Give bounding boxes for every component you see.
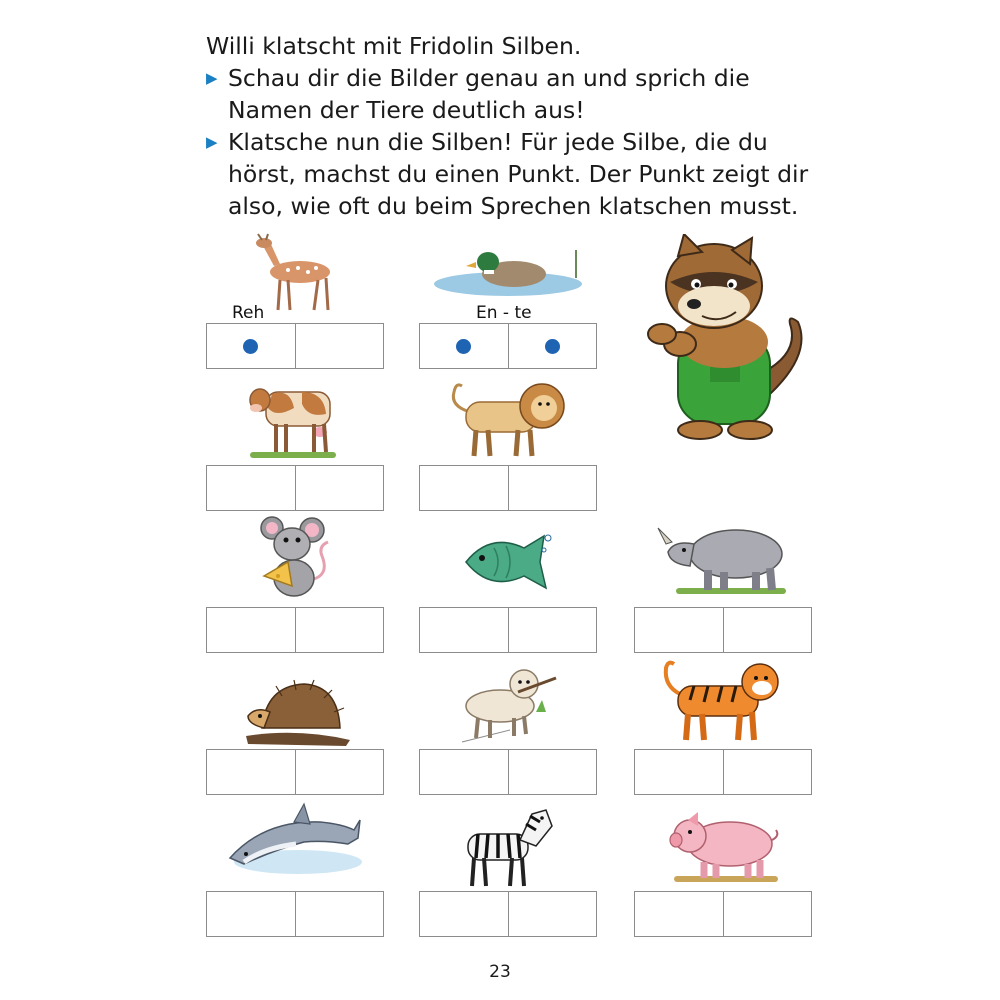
syllable-box[interactable]	[723, 608, 812, 652]
syllable-box[interactable]	[207, 466, 295, 510]
syllable-box[interactable]	[635, 608, 723, 652]
syllable-box[interactable]	[207, 892, 295, 936]
syllable-box[interactable]	[508, 466, 597, 510]
example-label-ente: En - te	[476, 303, 532, 323]
bullet-arrow-icon: ▶	[206, 69, 218, 87]
deer-icon	[248, 230, 340, 314]
mouse-icon	[258, 516, 334, 600]
fish-icon	[460, 528, 554, 594]
syllable-box[interactable]	[420, 466, 508, 510]
syllable-box[interactable]	[420, 324, 508, 368]
rhino-icon	[656, 514, 790, 598]
syllable-box[interactable]	[420, 608, 508, 652]
cow-icon	[246, 378, 340, 462]
instruction-line: Namen der Tiere deutlich aus!	[228, 96, 585, 124]
syllable-dot	[456, 339, 471, 354]
duck-icon	[430, 240, 584, 300]
syllable-box[interactable]	[508, 750, 597, 794]
instruction-line: hörst, machst du einen Punkt. Der Punkt zeigt dir	[228, 160, 809, 188]
syllable-box[interactable]	[508, 608, 597, 652]
syllable-box[interactable]	[295, 892, 384, 936]
instruction-line: Schau dir die Bilder genau an und sprich die	[228, 64, 750, 92]
tiger-icon	[660, 656, 784, 746]
syllable-boxes[interactable]	[419, 465, 597, 511]
syllable-box[interactable]	[420, 750, 508, 794]
hedgehog-icon	[242, 676, 354, 746]
instruction-line: Klatsche nun die Silben! Für jede Silbe, die du	[228, 128, 768, 156]
bullet-arrow-icon: ▶	[206, 133, 218, 151]
page-number: 23	[489, 962, 511, 982]
zebra-icon	[462, 800, 556, 888]
syllable-box[interactable]	[295, 466, 384, 510]
dolphin-icon	[224, 800, 364, 880]
syllable-boxes[interactable]	[634, 607, 812, 653]
syllable-box[interactable]	[508, 892, 597, 936]
syllable-dot	[545, 339, 560, 354]
syllable-box[interactable]	[295, 608, 384, 652]
instructions	[206, 30, 846, 222]
syllable-box[interactable]	[295, 324, 384, 368]
syllable-boxes[interactable]	[634, 891, 812, 937]
syllable-boxes[interactable]	[206, 749, 384, 795]
syllable-box[interactable]	[635, 750, 723, 794]
syllable-box[interactable]	[295, 750, 384, 794]
lion-icon	[446, 372, 570, 462]
instruction-bullet-2	[206, 126, 846, 222]
instructions-title: Willi klatscht mit Fridolin Silben.	[206, 32, 582, 60]
syllable-box[interactable]	[207, 750, 295, 794]
dog-icon	[456, 662, 560, 746]
syllable-boxes[interactable]	[206, 891, 384, 937]
syllable-boxes[interactable]	[419, 607, 597, 653]
syllable-boxes[interactable]	[206, 323, 384, 369]
syllable-boxes[interactable]	[634, 749, 812, 795]
instruction-bullet-1	[206, 62, 846, 126]
syllable-boxes[interactable]	[206, 465, 384, 511]
syllable-boxes[interactable]	[419, 323, 597, 369]
syllable-dot	[243, 339, 258, 354]
syllable-boxes[interactable]	[419, 749, 597, 795]
syllable-box[interactable]	[420, 892, 508, 936]
syllable-box[interactable]	[723, 750, 812, 794]
syllable-boxes[interactable]	[206, 607, 384, 653]
syllable-box[interactable]	[207, 608, 295, 652]
syllable-box[interactable]	[207, 324, 295, 368]
example-label-reh: Reh	[232, 303, 265, 323]
instruction-line: also, wie oft du beim Sprechen klatschen musst.	[228, 192, 799, 220]
syllable-box[interactable]	[508, 324, 597, 368]
syllable-boxes[interactable]	[419, 891, 597, 937]
syllable-box[interactable]	[635, 892, 723, 936]
pig-icon	[668, 806, 782, 886]
syllable-box[interactable]	[723, 892, 812, 936]
raccoon-icon	[640, 234, 810, 444]
